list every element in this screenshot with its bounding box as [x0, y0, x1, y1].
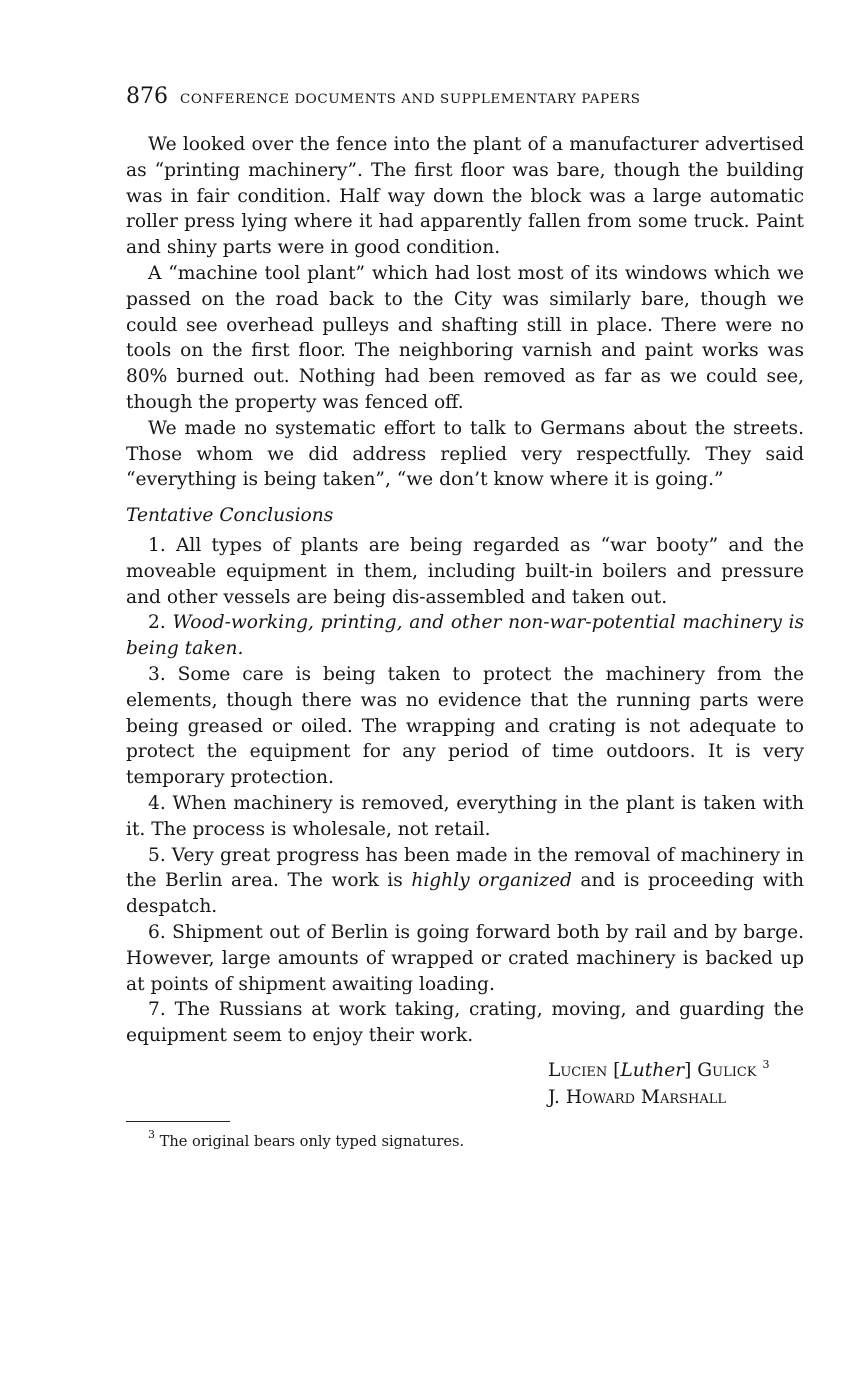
conclusion-3: 3. Some care is being taken to protect the machinery from the elements, though there was no evidence that the running parts were being greased or oiled. The wrapping and crating is not adequate to protect the equipment for any period of time outdoors. It is very temporary protection. — [126, 663, 804, 789]
signature-bracket-close: ] — [684, 1059, 698, 1081]
paragraph-germans: We made no systematic effort to talk to Germans about the streets. Those whom we did address replied very respectfully. They said “everything is being taken”, “we don’t know where it is going.” — [126, 417, 804, 491]
signature-last-name: Gulick — [697, 1059, 757, 1081]
conclusion-5-after: and is proceeding with despatch. — [126, 870, 804, 918]
conclusion-5-emphasis: highly organized — [411, 870, 572, 892]
signature-first-name: Lucien — [548, 1059, 608, 1081]
page-header — [126, 84, 804, 118]
body-text — [126, 132, 804, 1049]
signature-bracket-name: Luther — [620, 1059, 685, 1081]
signature-gulick — [548, 1057, 804, 1084]
conclusion-2 — [126, 610, 804, 662]
footnote-divider — [126, 1121, 230, 1122]
signature-footnote-mark: 3 — [762, 1057, 770, 1071]
conclusion-6: 6. Shipment out of Berlin is going forward both by rail and by barge. However, large amounts of wrapped or crated machinery is backed up at points of shipment awaiting loading. — [126, 921, 804, 995]
conclusion-5 — [126, 843, 804, 920]
conclusion-2-number: 2. — [148, 612, 173, 634]
footnote — [148, 1127, 804, 1152]
signature-block — [548, 1057, 804, 1111]
footnote-mark: 3 — [148, 1127, 155, 1141]
running-head: CONFERENCE DOCUMENTS AND SUPPLEMENTARY PAPERS — [180, 92, 641, 107]
paragraph-machine-tool-plant: A “machine tool plant” which had lost most of its windows which we passed on the road back to the City was similarly bare, though we could see overhead pulleys and shafting still in place. There were no tools on the first floor. The neighboring varnish and paint works was 80% burned out. Nothing had been removed as far as we could see, though the property was fenced off. — [126, 262, 804, 413]
paragraph-printing-plant: We looked over the fence into the plant of a manufacturer advertised as “printing machinery”. The first floor was bare, though the building was in fair condition. Half way down the block was a large automatic roller press lying where it had apparently fallen from some truck. Paint and shiny parts were in good condition. — [126, 134, 804, 259]
page-number: 876 — [126, 84, 168, 109]
signature-marshall: J. Howard Marshall — [548, 1086, 727, 1108]
signature-bracket-open: [ — [607, 1059, 621, 1081]
conclusion-4: 4. When machinery is removed, everything in the plant is taken with it. The process is wholesale, not retail. — [126, 792, 804, 840]
section-heading: Tentative Conclusions — [126, 505, 334, 527]
conclusion-2-text: Wood-working, printing, and other non-war-potential machinery is being taken. — [126, 612, 805, 660]
document-page — [126, 84, 804, 1152]
footnote-text: The original bears only typed signatures. — [155, 1132, 465, 1150]
conclusion-7: 7. The Russians at work taking, crating, moving, and guarding the equipment seem to enjoy their work. — [126, 999, 804, 1047]
conclusion-1: 1. All types of plants are being regarded as “war booty” and the moveable equipment in them, including built-in boilers and pressure and other vessels are being dis-assembled and taken out. — [126, 534, 804, 608]
conclusion-5-before: 5. Very great progress has been made in the removal of machinery in the Berlin area. The work is — [126, 844, 804, 892]
